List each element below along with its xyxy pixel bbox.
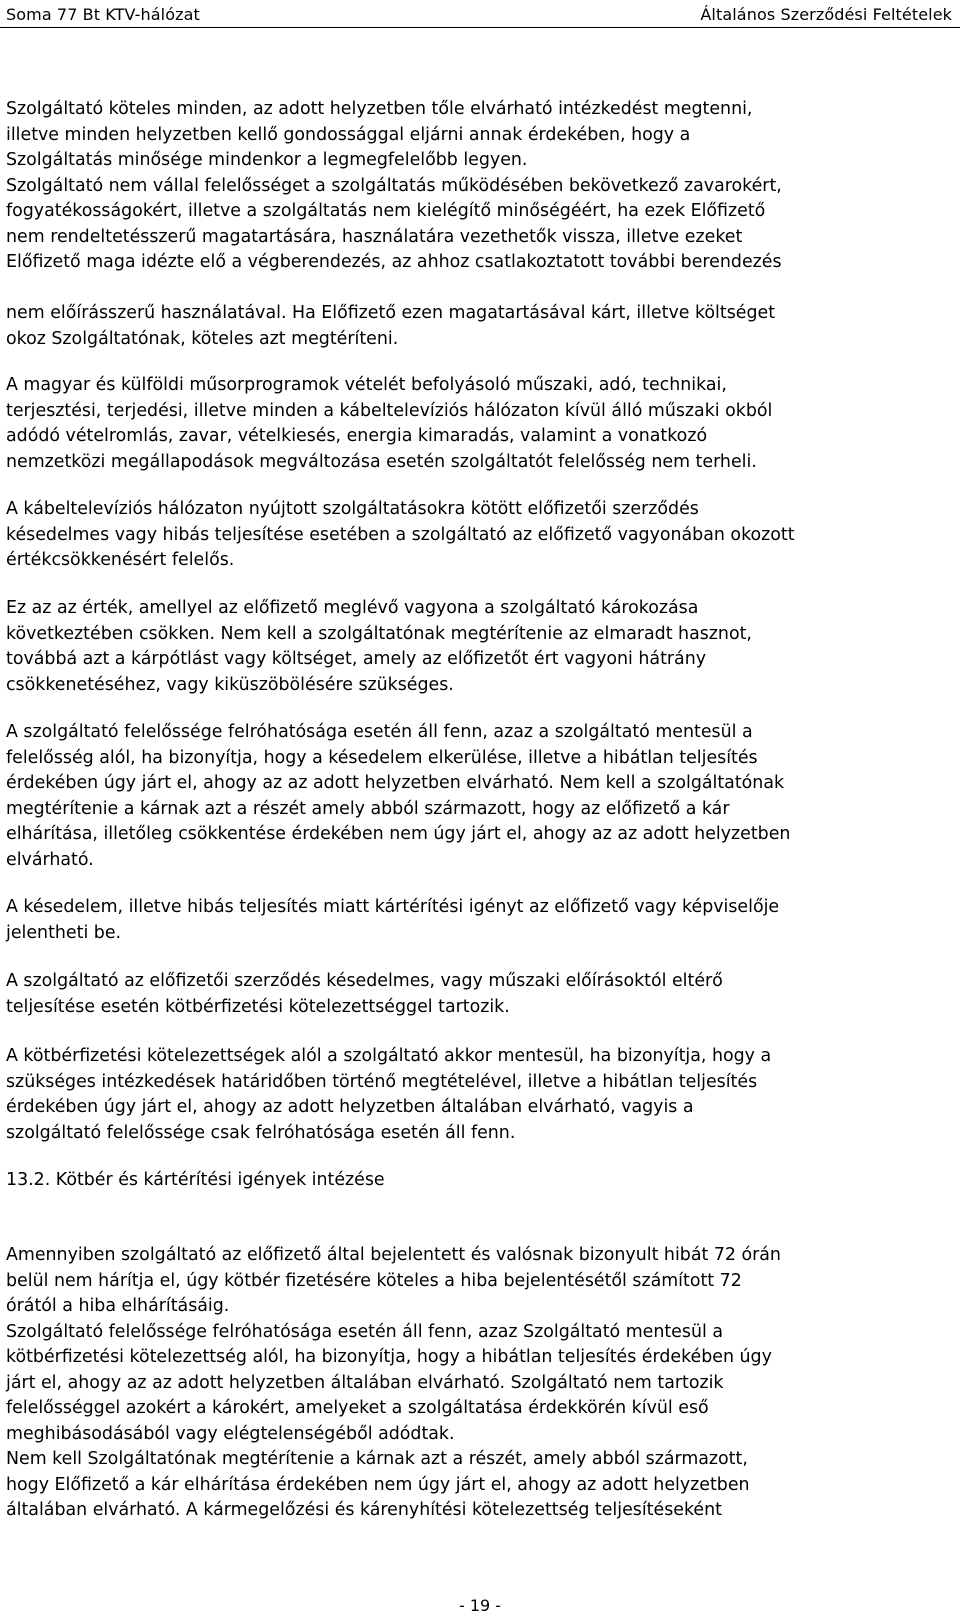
text-line: okoz Szolgáltatónak, köteles azt megtéríteni.	[6, 328, 399, 349]
text-line: meghibásodásából vagy elégtelenségéből adódtak.	[6, 1423, 455, 1444]
text-line: nem rendeltetésszerű magatartására, használatára vezethetők vissza, illetve ezeket	[6, 226, 743, 247]
paragraph-value-definition	[6, 596, 752, 698]
text-line: Szolgáltató nem vállal felelősséget a szolgáltatás működésében bekövetkező zavarokért,	[6, 175, 782, 196]
text-line: A szolgáltató az előfizetői szerződés késedelmes, vagy műszaki előírásoktól eltérő	[6, 971, 723, 991]
text-line: következtében csökken. Nem kell a szolgáltatónak megtérítenie az elmaradt hasznot,	[6, 623, 752, 644]
paragraph-reception-issues	[6, 373, 772, 475]
paragraph-penalty-obligation	[6, 969, 723, 1020]
text-line: A kötbérfizetési kötelezettségek alól a szolgáltató akkor mentesül, ha bizonyítja, hogy a	[6, 1046, 772, 1066]
text-line: illetve minden helyzetben kellő gondossággal eljárni annak érdekében, hogy a	[6, 124, 691, 145]
text-line: A kábeltelevíziós hálózaton nyújtott szolgáltatásokra kötött előfizetői szerződés	[6, 499, 699, 519]
text-line: A magyar és külföldi műsorprogramok vételét befolyásoló műszaki, adó, technikai,	[6, 375, 727, 395]
text-line: elhárítása, illetőleg csökkentése érdekében nem úgy járt el, ahogy az az adott helyzetben	[6, 824, 791, 844]
paragraph-service-quality	[6, 97, 782, 276]
text-line: csökkenetéséhez, vagy kiküszöbölésére szükséges.	[6, 674, 454, 695]
paragraph-claim-reporting	[6, 895, 779, 946]
text-line: késedelmes vagy hibás teljesítése esetében a szolgáltató az előfizető vagyonában okozott	[6, 524, 795, 545]
text-line: A szolgáltató felelőssége felróhatósága esetén áll fenn, azaz a szolgáltató mentesül a	[6, 722, 753, 742]
text-line: Amennyiben szolgáltató az előfizető által bejelentett és valósnak bizonyult hibát 72 órán	[6, 1245, 781, 1265]
paragraph-culpability	[6, 720, 790, 873]
text-line: kötbérfizetési kötelezettség alól, ha bizonyítja, hogy a hibátlan teljesítés érdekében úgy	[6, 1347, 772, 1367]
text-line: szükséges intézkedések határidőben történő megtételével, illetve a hibátlan teljesítés	[6, 1071, 758, 1092]
text-line: Szolgáltató felelőssége felróhatósága esetén áll fenn, azaz Szolgáltató mentesül a	[6, 1321, 723, 1342]
text-line: megtérítenie a kárnak azt a részét amely abból származott, hogy az előfizető a kár	[6, 798, 730, 819]
text-line: felelősséggel azokért a károkért, amelyeket a szolgáltatása érdekkörén kívül eső	[6, 1398, 709, 1418]
header-divider	[0, 27, 960, 28]
paragraph-subscriber-liability	[6, 301, 775, 352]
text-line: érdekében úgy járt el, ahogy az adott helyzetben általában elvárható, vagyis a	[6, 1097, 694, 1117]
text-line: terjesztési, terjedési, illetve minden a kábeltelevíziós hálózaton kívül álló műszaki okból	[6, 400, 773, 421]
page-header	[0, 0, 960, 26]
text-line: teljesítése esetén kötbérfizetési kötelezettséggel tartozik.	[6, 996, 510, 1017]
paragraph-depreciation-liability	[6, 497, 795, 574]
text-line: belül nem hárítja el, úgy kötbér fizetésére köteles a hiba bejelentésétől számított 72	[6, 1270, 742, 1291]
text-line: fogyatékosságokért, illetve a szolgáltatás nem kielégítő minőségéért, ha ezek Előfizető	[6, 201, 766, 221]
text-line: Szolgáltató köteles minden, az adott helyzetben tőle elvárható intézkedést megtenni,	[6, 99, 753, 119]
header-right-text: Általános Szerződési Feltételek	[700, 5, 952, 24]
text-line: Előfizető maga idézte elő a végberendezés, az ahhoz csatlakoztatott további berendezés	[6, 252, 782, 272]
text-line: nemzetközi megállapodások megváltozása esetén szolgáltatót felelősség nem terheli.	[6, 451, 757, 472]
paragraph-penalty-exemption	[6, 1044, 771, 1146]
text-line: értékcsökkenésért felelős.	[6, 550, 235, 570]
text-line: Szolgáltatás minősége mindenkor a legmegfelelőbb legyen.	[6, 150, 528, 170]
text-line: Ez az az érték, amellyel az előfizető meglévő vagyona a szolgáltató károkozása	[6, 598, 699, 618]
text-line: elvárható.	[6, 849, 94, 870]
text-line: érdekében úgy járt el, ahogy az az adott helyzetben elvárható. Nem kell a szolgáltatónak	[6, 773, 785, 793]
text-line: A késedelem, illetve hibás teljesítés miatt kártérítési igényt az előfizető vagy képviselője	[6, 897, 780, 917]
text-line: jelentheti be.	[6, 922, 122, 943]
text-line: nem előírásszerű használatával. Ha Előfizető ezen magatartásával kárt, illetve költséget	[6, 303, 776, 323]
section-heading-text: 13.2. Kötbér és kártérítési igények intézése	[6, 1170, 385, 1190]
header-left-text: Soma 77 Bt KTV-hálózat	[6, 5, 200, 24]
text-line: adódó vételromlás, zavar, vételkiesés, energia kimaradás, valamint a vonatkozó	[6, 426, 708, 446]
text-line: általában elvárható. A kármegelőzési és kárenyhítési kötelezettség teljesítéseként	[6, 1500, 722, 1520]
page-number: - 19 -	[458, 1596, 502, 1615]
text-line: szolgáltató felelőssége csak felróhatósága esetén áll fenn.	[6, 1122, 516, 1143]
paragraph-penalty-handling	[6, 1243, 781, 1524]
text-line: Nem kell Szolgáltatónak megtérítenie a kárnak azt a részét, amely abból származott,	[6, 1449, 748, 1469]
text-line: hogy Előfizető a kár elhárítása érdekében nem úgy járt el, ahogy az adott helyzetben	[6, 1474, 750, 1495]
text-line: járt el, ahogy az az adott helyzetben általában elvárható. Szolgáltató nem tartozik	[6, 1372, 724, 1393]
text-line: felelősség alól, ha bizonyítja, hogy a késedelem elkerülése, illetve a hibátlan teljesítés	[6, 747, 758, 768]
section-heading	[6, 1168, 385, 1194]
text-line: továbbá azt a kárpótlást vagy költséget, amely az előfizetőt ért vagyoni hátrány	[6, 649, 707, 669]
text-line: órától a hiba elhárításáig.	[6, 1296, 230, 1316]
